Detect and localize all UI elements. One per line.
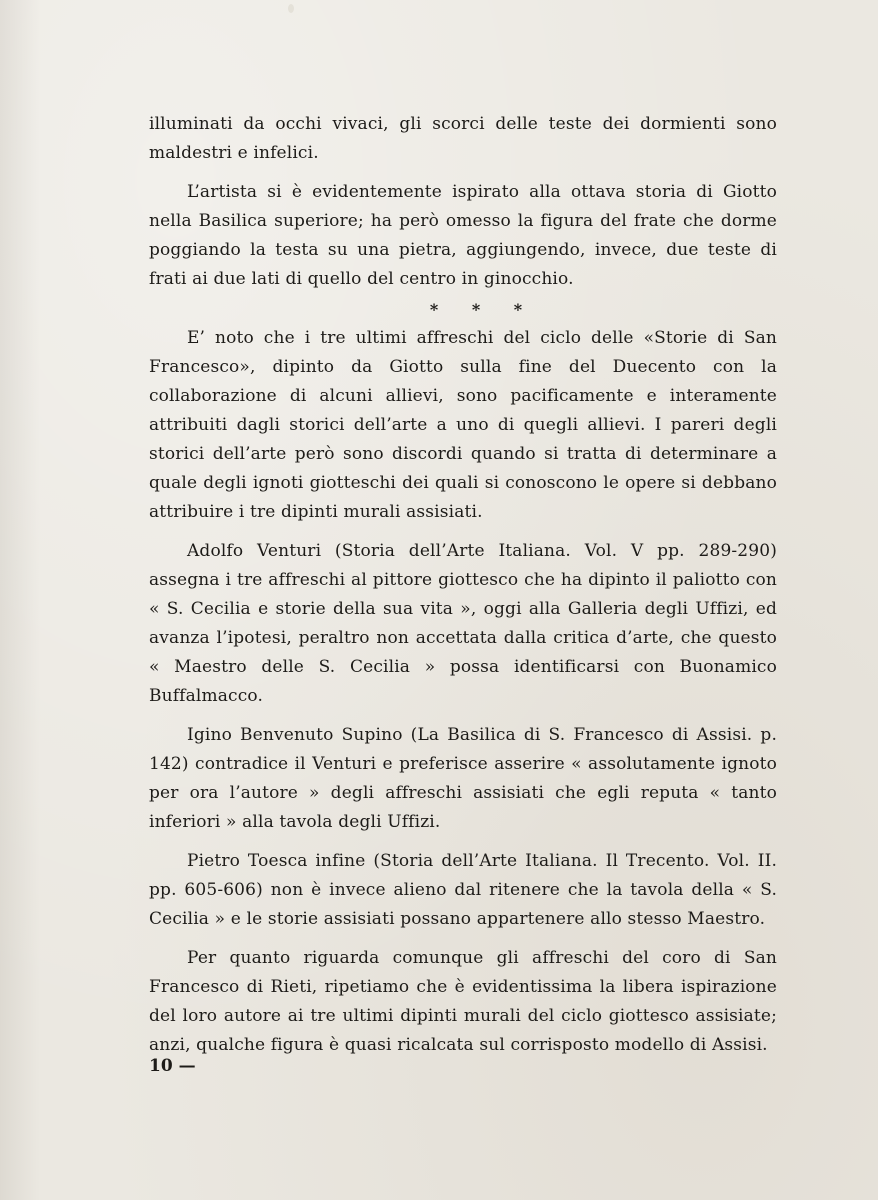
paper-spot xyxy=(288,4,294,13)
page-number: 10 — xyxy=(149,1056,196,1076)
paragraph-2: L’artista si è evidentemente ispirato alla ottava storia di Giotto nella Basilica superiore; ha però omesso la figura del frate che dorme poggiando la testa su una pietra, aggiungendo, invece, due teste di frati ai due lati di quello del centro in ginocchio. xyxy=(149,182,777,289)
paragraph-1: illuminati da occhi vivaci, gli scorci delle teste dei dormienti sono maldestri e infelici. xyxy=(149,114,777,163)
section-separator: * * * xyxy=(429,300,537,319)
paragraph-6: Pietro Toesca infine (Storia dell’Arte Italiana. Il Trecento. Vol. II. pp. 605-606) non è invece alieno dal ritenere che la tavola della « S. Cecilia » e le storie assisiati possano appartenere allo stesso Maestro. xyxy=(149,851,777,929)
paragraph-4: Adolfo Venturi (Storia dell’Arte Italiana. Vol. V pp. 289-290) assegna i tre affreschi al pittore giottesco che ha dipinto il paliotto con « S. Cecilia e storie della sua vita », oggi alla Galleria degli Uffizi, ed avanza l’ipotesi, peraltro non accettata dalla critica d’arte, che questo « Maestro delle S. Cecilia » possa identificarsi con Buonamico Buffalmacco. xyxy=(149,541,777,706)
paragraph-3: E’ noto che i tre ultimi affreschi del ciclo delle «Storie di San Francesco», dipinto da Giotto sulla fine del Duecento con la collaborazione di alcuni allievi, sono pacificamente e interamente attribuiti dagli storici dell’arte a uno di quegli allievi. I pareri degli storici dell’arte però sono discordi quando si tratta di determinare a quale degli ignoti giotteschi dei quali si conoscono le opere si debbano attribuire i tre dipinti murali assisiati. xyxy=(149,328,777,522)
page-shadow xyxy=(0,0,40,1200)
paragraph-5: Igino Benvenuto Supino (La Basilica di S. Francesco di Assisi. p. 142) contradice il Venturi e preferisce asserire « assolutamente ignoto per ora l’autore » degli affreschi assisiati che egli reputa « tanto inferiori » alla tavola degli Uffizi. xyxy=(149,725,777,832)
body-text xyxy=(149,110,777,1070)
paragraph-7: Per quanto riguarda comunque gli affreschi del coro di San Francesco di Rieti, ripetiamo che è evidentissima la libera ispirazione del loro autore ai tre ultimi dipinti murali del ciclo giottesco assisiate; anzi, qualche figura è quasi ricalcata sul corrisposto modello di Assisi. xyxy=(149,948,777,1055)
